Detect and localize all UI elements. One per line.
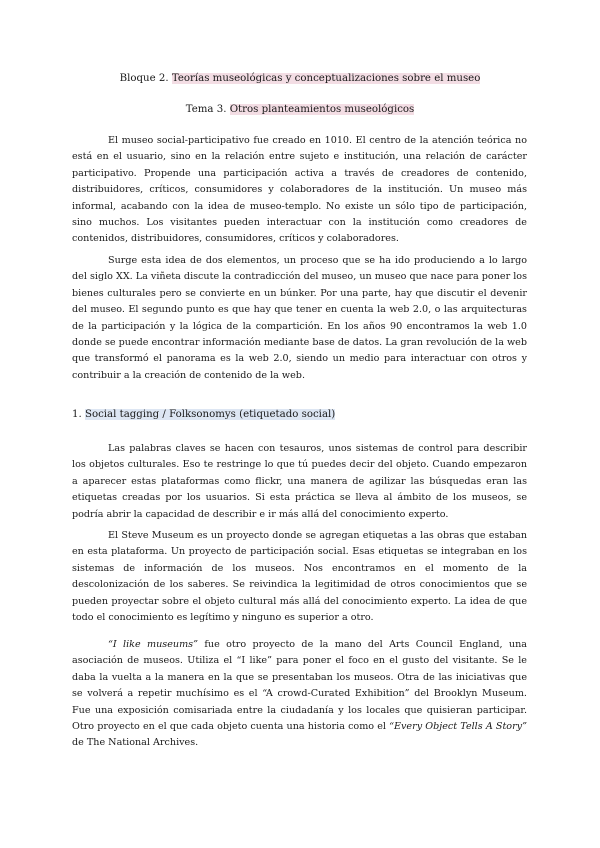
paragraph-2-text: Surge esta idea de dos elementos, un proceso que se ha ido produciendo a lo largo del siglo XX. La viñeta discute la contradicción del museo, un museo que nace para poner los bienes culturales pero se convierte en un búnker. Por una parte, hay que discutir el devenir del museo. El segundo punto es que hay que tener en cuenta la web 2.0, o las arquitecturas de la participación y la lógica de la compartición. En los años 90 encontramos la web 1.0 donde se puede encontrar información mediante base de datos. La gran revolución de la web que transformó el panorama es la web 2.0, siendo un medio para interactuar con otros y contribuir a la creación de contenido de la web. <box>72 255 527 381</box>
block-header <box>0 72 600 86</box>
theme-prefix: Tema 3. <box>185 104 230 115</box>
paragraph-5-text-b: de The National Archives. <box>72 737 199 749</box>
section-number: 1. <box>72 409 85 420</box>
paragraph-5-text-a: fue otro proyecto de la mano del Arts Council England, una asociación de museos. Utiliza el “I like” para poner el foco en el gusto del visitante. Se le daba la vuelta a la manera en la que se presentaban los museos. Otra de las iniciativas que se volverá a repetir muchísimo es el “A crowd-Curated Exhibition” del Brooklyn Museum. Fue una exposición comisariada entre la ciudadanía y los locales que quisieran participar. Otro proyecto en el que cada objeto cuenta una historia como el <box>72 639 527 733</box>
quote-i-like-museums: “I like museums” <box>108 639 199 650</box>
block-title: Teorías museológicas y conceptualizaciones sobre el museo <box>171 73 481 84</box>
paragraph-2 <box>72 253 527 384</box>
section-title: Social tagging / Folksonomys (etiquetado social) <box>84 409 336 420</box>
theme-header <box>0 103 600 117</box>
paragraph-4-text: El Steve Museum es un proyecto donde se agregan etiquetas a las obras que estaban en esta plataforma. Un proyecto de participación social. Esas etiquetas se integraban en los sistemas de información de los museos. Nos encontramos en el momento de la descolonización de los saberes. Se reivindica la legitimidad de otros conocimientos que se pueden proyectar sobre el objeto cultural más allá del conocimiento experto. La idea de que todo el conocimiento es legítimo y ninguno es superior a otro. <box>72 530 527 624</box>
theme-title: Otros planteamientos museológicos <box>229 104 415 115</box>
paragraph-3 <box>72 441 527 523</box>
paragraph-3-text: Las palabras claves se hacen con tesauros, unos sistemas de control para describir los objetos culturales. Eso te restringe lo que tú puedes decir del objeto. Cuando empezaron a aparecer estas plataformas como flickr, una manera de agilizar las búsquedas eran las etiquetas creadas por los usuarios. Si esta práctica se lleva al ámbito de los museos, se podría abrir la capacidad de describir e ir más allá del conocimiento experto. <box>72 443 527 520</box>
block-prefix: Bloque 2. <box>119 73 172 84</box>
paragraph-5 <box>72 637 527 752</box>
paragraph-1 <box>72 133 527 248</box>
quote-every-object: “Every Object Tells A Story” <box>389 721 527 733</box>
paragraph-1-text: El museo social-participativo fue creado en 1010. El centro de la atención teórica no está en el usuario, sino en la relación entre sujeto e institución, una relación de carácter participativo. Propende una participación activa a través de creadores de contenido, distribuidores, críticos, consumidores y colaboradores de la institución. Un museo más informal, acabando con la idea de museo-templo. No existe un sólo tipo de participación, sino muchos. Los visitantes pueden interactuar con la institución como creadores de contenidos, distribuidores, consumidores, críticos y colaboradores. <box>72 135 527 245</box>
section-heading <box>72 408 335 422</box>
paragraph-4 <box>72 528 527 626</box>
